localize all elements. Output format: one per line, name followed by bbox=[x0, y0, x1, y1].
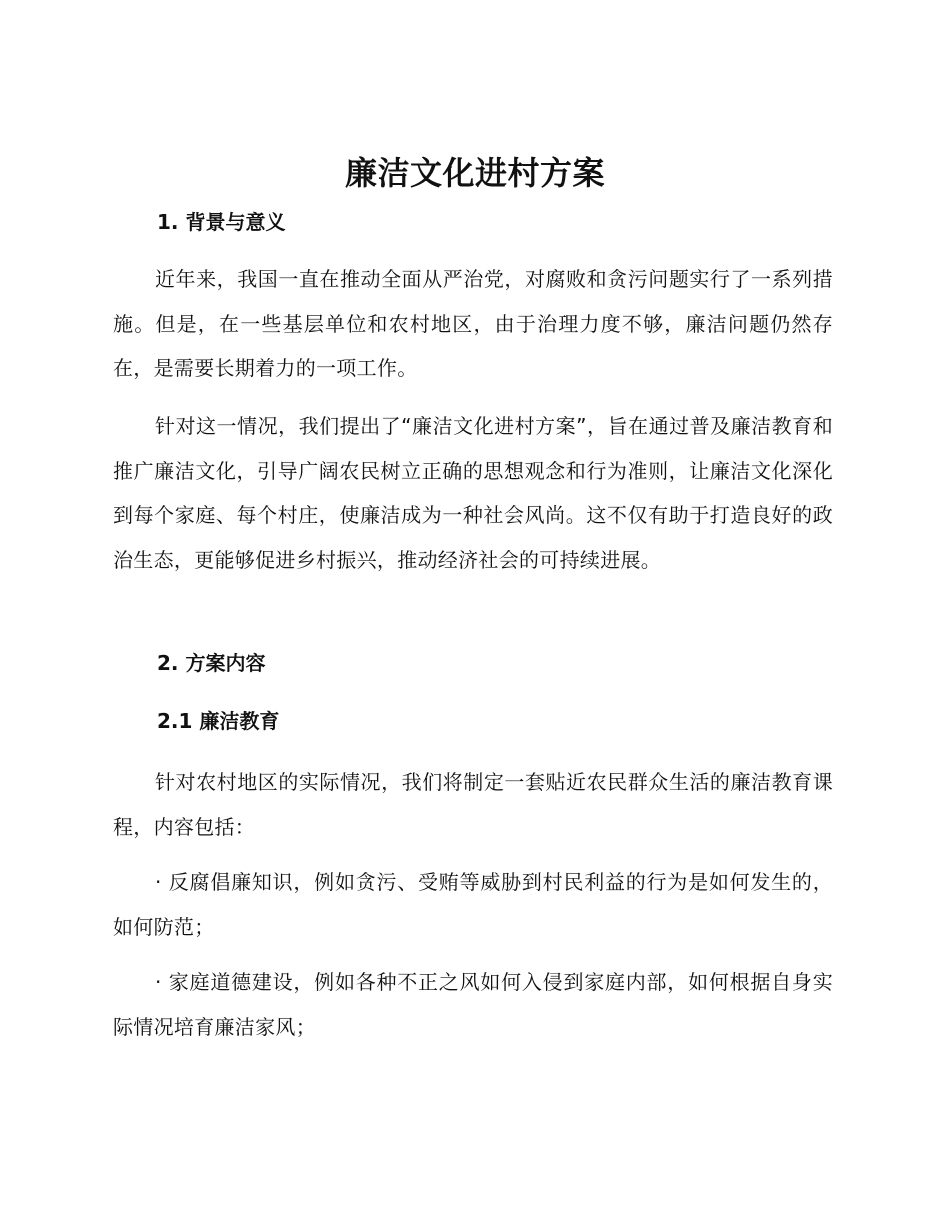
bullet-item-anti-corruption: · 反腐倡廉知识，例如贪污、受贿等威胁到村民利益的行为是如何发生的，如何防范； bbox=[113, 870, 833, 939]
paragraph-education-intro: 针对农村地区的实际情况，我们将制定一套贴近农民群众生活的廉洁教育课程，内容包括： bbox=[113, 770, 833, 839]
document-title: 廉洁文化进村方案 bbox=[344, 154, 605, 192]
paragraph-background-2: 针对这一情况，我们提出了“廉洁文化进村方案”，旨在通过普及廉洁教育和推广廉洁文化，引导广阔农民树立正确的思想观念和行为准则，让廉洁文化深化到每个家庭、每个村庄，使廉洁成为一种社会风尚。这不仅有助于打造良好的政治生态，更能够促进乡村振兴，推动经济社会的可持续进展。 bbox=[113, 414, 833, 572]
bullet-item-family-ethics: · 家庭道德建设，例如各种不正之风如何入侵到家庭内部，如何根据自身实际情况培育廉洁家风； bbox=[113, 970, 833, 1039]
paragraph-background-1: 近年来，我国一直在推动全面从严治党，对腐败和贪污问题实行了一系列措施。但是，在一些基层单位和农村地区，由于治理力度不够，廉洁问题仍然存在，是需要长期着力的一项工作。 bbox=[113, 267, 833, 380]
section-heading-background: 1. 背景与意义 bbox=[157, 210, 286, 234]
subsection-heading-integrity-education: 2.1 廉洁教育 bbox=[157, 709, 280, 733]
section-heading-plan-content: 2. 方案内容 bbox=[157, 651, 266, 675]
